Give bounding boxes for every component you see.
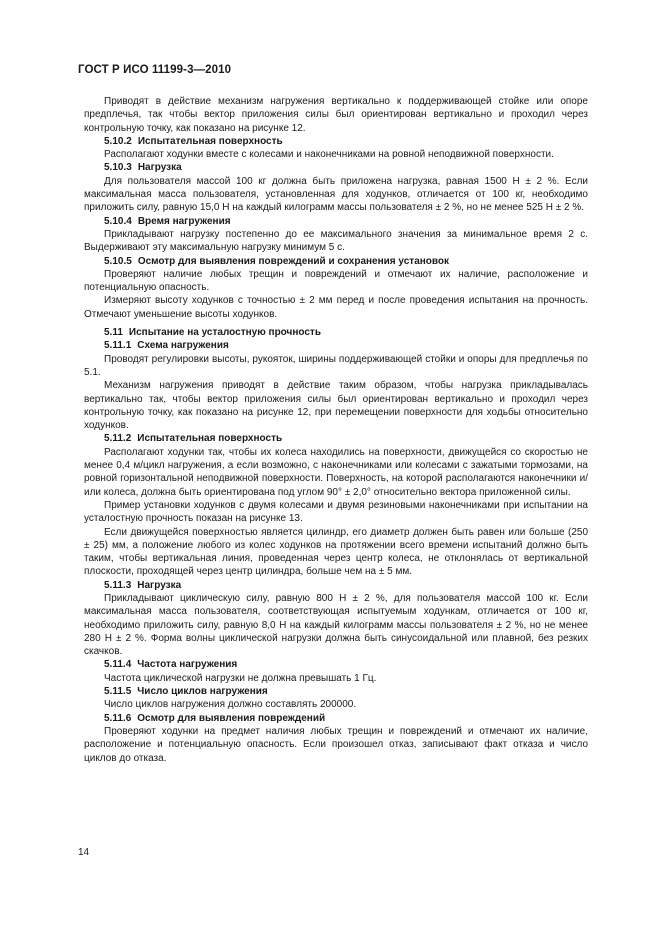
section-title: Время нагружения	[137, 215, 231, 227]
section-title: Нагрузка	[137, 579, 182, 591]
section-title: Испытание на усталостную прочность	[128, 327, 321, 339]
section-heading	[84, 255, 588, 268]
section-number: 5.11.4	[104, 659, 132, 671]
section-title: Испытательная поверхность	[137, 433, 283, 445]
section-number: 5.10.2	[104, 135, 132, 147]
paragraph: Механизм нагружения приводят в действие таким образом, чтобы нагрузка прикладывалась вертикально так, чтобы вектор приложения силы был ориентирован вертикально и проходил через контрольную точку, как показано на рисунке 12, при перемещении поверхности для ходьбы относительно ходунков.	[84, 380, 588, 432]
section-title: Число циклов нагружения	[137, 686, 268, 698]
section-heading	[84, 432, 588, 445]
section-heading	[84, 215, 588, 228]
section-number: 5.11.1	[104, 340, 132, 352]
section-title: Нагрузка	[137, 162, 182, 174]
paragraph: Пример установки ходунков с двумя колесами и двумя резиновыми наконечниками при испытании на усталостную прочность показан на рисунке 13.	[84, 499, 588, 525]
section-title: Осмотр для выявления повреждений	[137, 712, 326, 724]
section-number: 5.11	[104, 327, 123, 339]
paragraph: Измеряют высоту ходунков с точностью ± 2 мм перед и после проведения испытания на прочность. Отмечают уменьшение высоты ходунков.	[84, 295, 588, 320]
paragraph: Частота циклической нагрузки не должна превышать 1 Гц.	[104, 672, 377, 684]
section-number: 5.10.3	[104, 162, 132, 174]
section-heading	[84, 326, 588, 339]
section-number: 5.11.6	[104, 712, 132, 724]
document-header: ГОСТ Р ИСО 11199-3—2010	[78, 64, 232, 76]
section-title: Испытательная поверхность	[137, 135, 283, 147]
paragraph: Располагают ходунки так, чтобы их колеса находились на поверхности, движущейся со скоростью не менее 0,4 м/цикл нагружения, а если возможно, с наконечниками или колесами с зажатыми тормозами, на ровной горизонтальной неподвижной поверхности. Поверхность, на которой располагаются наконечники и/или колеса, должна быть ориентирована под углом 90° ± 2,0° относительно вектора приложенной силы.	[84, 446, 588, 498]
paragraph: Для пользователя массой 100 кг должна быть приложена нагрузка, равная 1500 Н ± 2 %. Если максимальная масса пользователя, установленная для ходунков, отличается от 100 кг, необходимо приложить силу, равную 15,0 Н на каждый килограмм массы пользователя ± 2 %, но не менее 525 Н ± 2 %.	[84, 175, 588, 214]
paragraph: Проводят регулировки высоты, рукояток, ширины поддерживающей стойки и опоры для предплечья по 5.1.	[84, 353, 588, 378]
section-title: Осмотр для выявления повреждений и сохранения установок	[137, 255, 450, 267]
page-number: 14	[78, 847, 90, 858]
paragraph: Располагают ходунки вместе с колесами и наконечниками на ровной неподвижной поверхности.	[104, 149, 554, 161]
section-title: Схема нагружения	[137, 340, 229, 352]
section-number: 5.10.4	[104, 215, 132, 227]
section-heading	[84, 685, 588, 698]
section-number: 5.10.5	[104, 255, 132, 267]
paragraph: Проверяют ходунки на предмет наличия любых трещин и повреждений и отмечают их наличие, расположение и потенциальную опасность. Если произошел отказ, записывают факт отказа и число циклов до отказа.	[84, 725, 588, 764]
section-heading	[84, 161, 588, 174]
paragraph: Прикладывают нагрузку постепенно до ее максимального значения за минимальное время 2 с. Выдерживают эту максимальную нагрузку минимум 5 с.	[84, 228, 588, 254]
paragraph: Прикладывают циклическую силу, равную 800 Н ± 2 %, для пользователя массой 100 кг. Если максимальная масса пользователя, соответствующая испытуемым ходункам, отличается от 100 кг, необходимо приложить силу, равную 8,0 Н на каждый килограмм массы пользователя ± 2 %, но не менее 280 Н ± 2 %. Форма волны циклической нагрузки должна быть синусоидальной или плавной, без резких скачков.	[84, 592, 588, 658]
section-heading	[84, 135, 588, 148]
paragraph: Число циклов нагружения должно составлять 200000.	[104, 699, 357, 711]
section-number: 5.11.3	[104, 579, 132, 591]
section-title: Частота нагружения	[137, 659, 238, 671]
section-heading	[84, 579, 588, 592]
section-number: 5.11.5	[104, 686, 132, 698]
section-number: 5.11.2	[104, 433, 132, 445]
section-heading	[84, 658, 588, 671]
paragraph: Приводят в действие механизм нагружения вертикально к поддерживающей стойке или опоре предплечья, так чтобы вектор приложения силы был ориентирован вертикально и проходил через контрольную точку, как показано на рисунке 12.	[84, 96, 588, 134]
paragraph: Проверяют наличие любых трещин и повреждений и отмечают их наличие, расположение и потенциальную опасность.	[84, 268, 588, 294]
document-body	[84, 95, 588, 765]
section-heading	[84, 339, 588, 352]
section-heading	[84, 712, 588, 725]
paragraph: Если движущейся поверхностью является цилиндр, его диаметр должен быть равен или больше (250 ± 25) мм, а положение любого из колес ходунков на протяжении всего времени испытаний должно быть таким, чтобы вертикальная линия, проведенная через центр колеса, не отклонялась от вертикальной плоскости, проходящей через центр цилиндра, больше чем на ± 5 мм.	[84, 526, 588, 578]
